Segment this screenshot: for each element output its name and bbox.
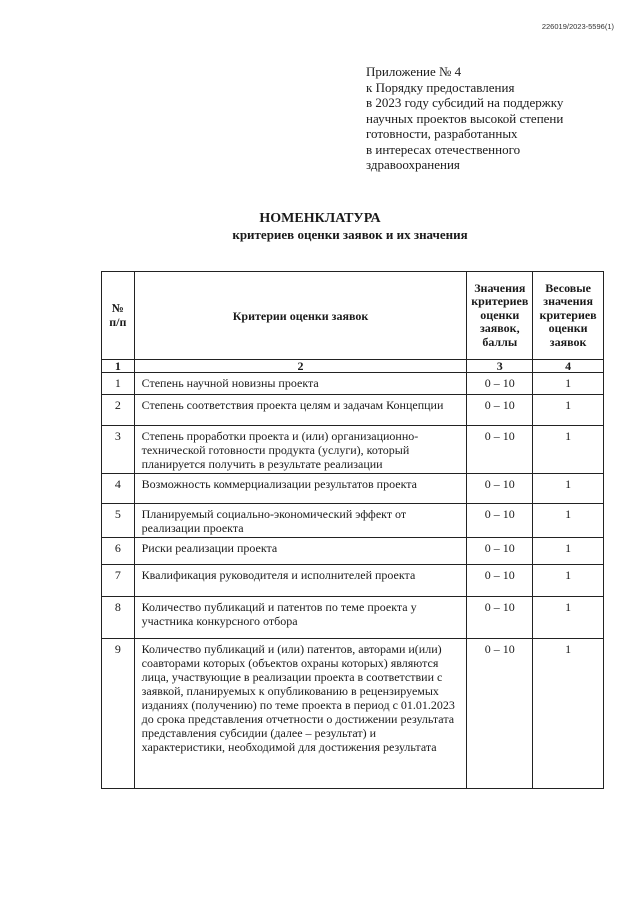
table-row xyxy=(102,504,604,538)
row-weight: 1 xyxy=(533,474,604,504)
row-range: 0 – 10 xyxy=(467,474,533,504)
header-values: Значения критериев оценки заявок, баллы xyxy=(467,272,533,360)
row-number: 1 xyxy=(102,373,135,395)
row-criterion: Количество публикаций и патентов по теме проекта у участника конкурсного отбора xyxy=(134,597,467,639)
row-number: 6 xyxy=(102,538,135,565)
row-number: 5 xyxy=(102,504,135,538)
table-row xyxy=(102,373,604,395)
row-number: 4 xyxy=(102,474,135,504)
row-number: 8 xyxy=(102,597,135,639)
row-range: 0 – 10 xyxy=(467,538,533,565)
row-criterion: Возможность коммерциализации результатов проекта xyxy=(134,474,467,504)
row-weight: 1 xyxy=(533,426,604,474)
table-row xyxy=(102,426,604,474)
column-number: 4 xyxy=(533,360,604,373)
row-range: 0 – 10 xyxy=(467,639,533,789)
table-row xyxy=(102,597,604,639)
appendix-line: в 2023 году субсидий на поддержку xyxy=(366,95,564,110)
table-row xyxy=(102,474,604,504)
document-number: 226019/2023-5596(1) xyxy=(541,22,614,31)
table-header-row xyxy=(102,272,604,360)
appendix-line: в интересах отечественного xyxy=(366,141,521,157)
row-range: 0 – 10 xyxy=(467,565,533,597)
document-subtitle: критериев оценки заявок и их значения xyxy=(232,227,468,242)
column-number-row xyxy=(102,360,604,373)
row-number: 2 xyxy=(102,395,135,426)
row-range: 0 – 10 xyxy=(467,395,533,426)
row-range: 0 – 10 xyxy=(467,504,533,538)
table-row xyxy=(102,395,604,426)
appendix-line: здравоохранения xyxy=(366,157,460,172)
table-row xyxy=(102,565,604,597)
row-criterion: Степень проработки проекта и (или) организационно-технической готовности продукта (услуги), который планируется получить в результате реализации xyxy=(134,426,467,474)
table-row xyxy=(102,639,604,789)
row-range: 0 – 10 xyxy=(467,426,533,474)
header-criteria: Критерии оценки заявок xyxy=(134,272,467,360)
row-criterion: Количество публикаций и (или) патентов, авторами и(или) соавторами которых (объектов охраны которых) являются лица, участвующие в реализации проекта в соответствии с заявкой, планируемых к опубликованию в рецензируемых изданиях (получению) по теме проекта в период с 01.01.2023 до срока представления отчетности о достижении результата представления субсидии (далее – результат) и характеристики, необходимой для достижения результата xyxy=(134,639,467,789)
criteria-table xyxy=(101,271,604,789)
row-weight: 1 xyxy=(533,395,604,426)
column-number: 3 xyxy=(467,360,533,373)
row-weight: 1 xyxy=(533,597,604,639)
document-title: НОМЕНКЛАТУРА xyxy=(259,211,381,226)
row-range: 0 – 10 xyxy=(467,373,533,395)
row-criterion: Риски реализации проекта xyxy=(134,538,467,565)
table-row xyxy=(102,538,604,565)
row-criterion: Степень соответствия проекта целям и задачам Концепции xyxy=(134,395,467,426)
appendix-line: готовности, разработанных xyxy=(366,126,518,141)
appendix-line: научных проектов высокой степени xyxy=(366,110,564,126)
row-weight: 1 xyxy=(533,639,604,789)
row-criterion: Степень научной новизны проекта xyxy=(134,373,467,395)
row-number: 7 xyxy=(102,565,135,597)
row-criterion: Планируемый социально-экономический эффект от реализации проекта xyxy=(134,504,467,538)
header-number: № п/п xyxy=(102,272,135,360)
row-number: 9 xyxy=(102,639,135,789)
row-weight: 1 xyxy=(533,538,604,565)
appendix-line: к Порядку предоставления xyxy=(366,79,515,95)
row-weight: 1 xyxy=(533,373,604,395)
column-number: 1 xyxy=(102,360,135,373)
row-number: 3 xyxy=(102,426,135,474)
header-weights: Весовые значения критериев оценки заявок xyxy=(533,272,604,360)
row-range: 0 – 10 xyxy=(467,597,533,639)
appendix-note xyxy=(366,64,616,173)
appendix-line: Приложение № 4 xyxy=(366,64,462,79)
column-number: 2 xyxy=(134,360,467,373)
row-weight: 1 xyxy=(533,565,604,597)
row-criterion: Квалификация руководителя и исполнителей проекта xyxy=(134,565,467,597)
row-weight: 1 xyxy=(533,504,604,538)
